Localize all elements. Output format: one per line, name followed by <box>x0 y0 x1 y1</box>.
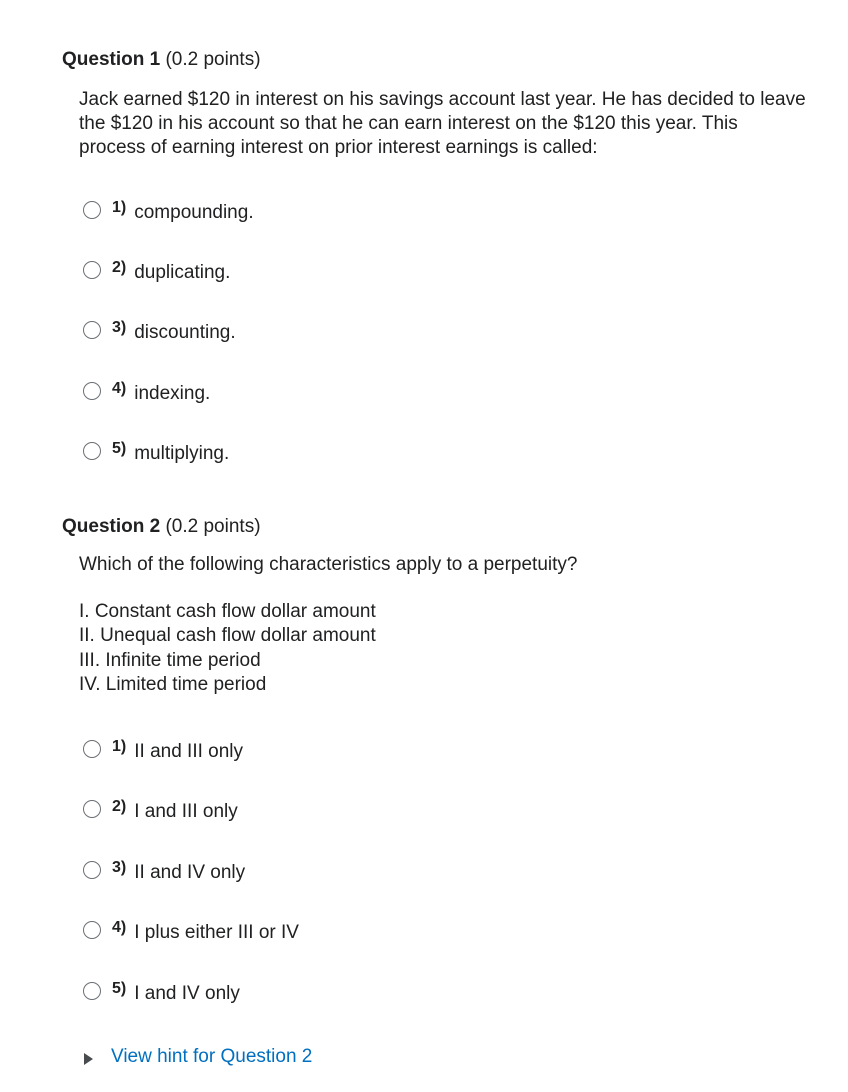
question-1-option-5[interactable] <box>83 439 229 463</box>
question-1-option-1[interactable] <box>83 198 254 222</box>
radio-circle-icon[interactable] <box>83 201 101 219</box>
option-text: multiplying. <box>134 443 230 464</box>
radio-circle-icon[interactable] <box>83 861 101 879</box>
option-text: II and IV only <box>134 862 246 883</box>
option-number: 5) <box>112 440 127 457</box>
question-1-header <box>62 48 261 72</box>
question-1-option-4[interactable] <box>83 379 210 403</box>
radio-circle-icon[interactable] <box>83 740 101 758</box>
option-number: 4) <box>112 380 127 397</box>
option-number: 3) <box>112 859 127 876</box>
question-1-prompt: Jack earned $120 in interest on his savings account last year. He has decided to leave the $120 in his account so that he can earn interest on the $120 this year. This process of earning interest on prior interest earnings is called: <box>79 89 806 158</box>
option-number: 1) <box>112 199 127 216</box>
option-number: 4) <box>112 919 127 936</box>
option-text: I plus either III or IV <box>134 922 299 943</box>
option-number: 2) <box>112 798 127 815</box>
option-number: 5) <box>112 980 127 997</box>
option-number: 2) <box>112 259 127 276</box>
question-1-points: (0.2 points) <box>165 49 261 70</box>
question-2-title: Question 2 <box>62 516 161 537</box>
option-text: II and III only <box>134 741 244 762</box>
radio-circle-icon[interactable] <box>83 800 101 818</box>
option-text: discounting. <box>134 322 236 343</box>
question-2-points: (0.2 points) <box>165 516 261 537</box>
option-text: I and III only <box>134 801 238 822</box>
statement-item: II. Unequal cash flow dollar amount <box>79 625 376 647</box>
question-2-hint-toggle[interactable] <box>84 1045 312 1069</box>
question-2-option-3[interactable] <box>83 858 245 882</box>
triangle-right-icon[interactable] <box>84 1053 93 1065</box>
question-2-text <box>79 553 809 577</box>
radio-circle-icon[interactable] <box>83 261 101 279</box>
statement-item: III. Infinite time period <box>79 649 261 671</box>
option-text: duplicating. <box>134 262 231 283</box>
view-hint-link[interactable]: View hint for Question 2 <box>111 1046 313 1067</box>
question-1-option-3[interactable] <box>83 318 236 342</box>
radio-circle-icon[interactable] <box>83 982 101 1000</box>
option-text: compounding. <box>134 202 254 223</box>
radio-circle-icon[interactable] <box>83 321 101 339</box>
statement-item: IV. Limited time period <box>79 673 267 695</box>
option-number: 3) <box>112 319 127 336</box>
question-2-option-4[interactable] <box>83 918 299 942</box>
option-number: 1) <box>112 738 127 755</box>
question-2-option-1[interactable] <box>83 737 243 761</box>
radio-circle-icon[interactable] <box>83 382 101 400</box>
question-1-text <box>79 88 809 160</box>
question-2-header <box>62 515 261 539</box>
question-2-option-5[interactable] <box>83 979 240 1003</box>
statement-item: I. Constant cash flow dollar amount <box>79 601 376 622</box>
radio-circle-icon[interactable] <box>83 921 101 939</box>
question-1-option-2[interactable] <box>83 258 230 282</box>
question-1-title: Question 1 <box>62 49 161 70</box>
option-text: I and IV only <box>134 983 240 1004</box>
question-2-prompt: Which of the following characteristics apply to a perpetuity? <box>79 554 578 575</box>
question-2-option-2[interactable] <box>83 797 238 821</box>
radio-circle-icon[interactable] <box>83 442 101 460</box>
option-text: indexing. <box>134 383 211 404</box>
question-2-statement-list <box>79 600 376 697</box>
